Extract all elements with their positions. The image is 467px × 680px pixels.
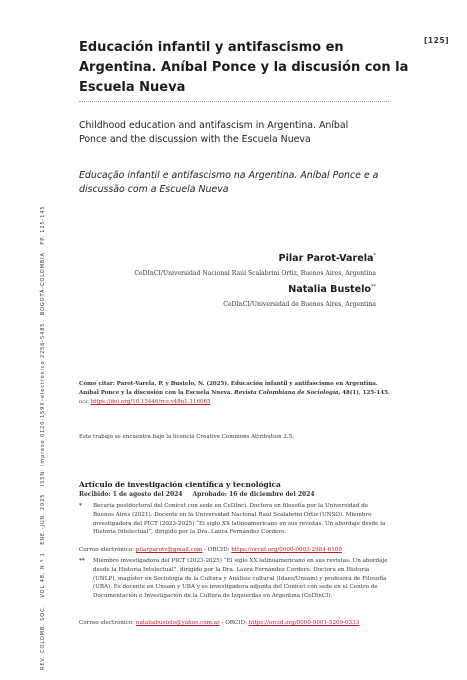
received-date: Recibido: 1 de agosto del 2024 (79, 491, 183, 498)
email-label: Correo electrónico: (79, 547, 135, 553)
sidebar-pages: PP. 125-145 (40, 205, 46, 245)
author-2-name: Natalia Bustelo** (288, 284, 376, 296)
page-number: [125] (423, 36, 449, 45)
author-1-email-link[interactable]: pilarparotv@gmail.com (135, 547, 203, 553)
article-title-en: Childhood education and antifascism in Argentina. Aníbal Ponce and the discussion with the Escuela Nueva (79, 120, 349, 145)
sidebar-volume: VOL.48, N.º 1 (40, 552, 46, 598)
citation-label: Cómo citar: (79, 381, 115, 387)
author-1-name: Pilar Parot-Varela* (278, 253, 376, 265)
sidebar-period: ENE.-JUN. 2025 (40, 493, 46, 545)
citation-volume: 48(1), 125-145. (342, 390, 390, 396)
article-title-pt: Educação infantil e antifascismo na Argentina. Aníbal Ponce e a discussão com a Escuela Nueva (79, 170, 379, 195)
footnote-2-mark: ** (79, 558, 85, 564)
author-2-contact (79, 620, 399, 626)
title-divider (79, 101, 389, 102)
author-1-footnote-mark: * (373, 253, 376, 259)
article-title-es: Educación infantil y antifascismo en Argentina. Aníbal Ponce y la discusión con la Escuela Nueva (79, 40, 409, 95)
orcid-label: - ORCID: (204, 547, 230, 553)
citation-block (79, 380, 393, 407)
journal-sidebar (40, 150, 46, 670)
sidebar-issn: ISSN: impreso 0120-159X–electrónico 2256-5485 (40, 322, 46, 487)
citation-text: Parot-Varela, P. y Bustelo, N. (2025). Educación infantil y antifascismo en Argentina. Aníbal Ponce y la discusión con la Escuela Nueva. (79, 381, 378, 396)
author-1-orcid-link[interactable]: https://orcid.org/0000-0003-2984-6109 (231, 547, 342, 553)
approved-date: Aprobado: 16 de diciembre del 2024 (192, 491, 315, 498)
author-2-footnote-mark: ** (371, 284, 376, 290)
sidebar-place: BOGOTÁ-COLOMBIA (40, 252, 46, 316)
footnote-author-1 (79, 502, 389, 537)
license-notice: Este trabajo se encuentra bajo la licencia Creative Commons Attribution 2.5. (79, 434, 294, 440)
footnote-author-2 (79, 557, 389, 601)
citation-journal: Revista Colombiana de Sociología, (234, 390, 341, 396)
article-dates (79, 491, 315, 498)
author-2-orcid-link[interactable]: https://orcid.org/0000-0001-5209-0333 (248, 620, 360, 626)
author-2-affiliation: CeDInCI/Universidad de Buenos Aires, Argentina (223, 301, 376, 308)
author-2-email-link[interactable]: nataliabustelo@yahoo.com.ar (135, 620, 220, 626)
author-1-affiliation: CeDInCI/Universidad Nacional Raúl Scalabrini Ortiz, Buenos Aires, Argentina (134, 270, 376, 277)
sidebar-journal: REV. COLOMB. SOC. (40, 605, 46, 670)
footnote-1-mark: * (79, 503, 82, 509)
author-1-contact (79, 547, 399, 553)
footnote-2-text: Miembro investigadora del PICT (2023-2025) “El siglo XX latinoamericano en sus revistas. Un abordaje desde la Historia Intelectual”, dirigido por la Dra. Laura Fernández Cordero. Doctora en Historia (UNLP), magíster en Sociología de la Cultura y Análisis cultural (Idaes/Unsam) y profesora de Filosofía (UBA). Es docente en Unsam y UBA y es investigadora adjunta del Conicet con sede en el Centro de Documentación e Investigación de la Cultura de Izquierdas en Argentina (CeDInCI). (93, 558, 388, 600)
email-label: Correo electrónico: (79, 620, 135, 626)
orcid-label: - ORCID: (221, 620, 247, 626)
article-type: Artículo de investigación científica y tecnológica (79, 480, 281, 489)
doi-link[interactable]: https://doi.org/10.15446/rcs.v48n1.116065 (90, 399, 211, 405)
footnote-1-text: Becaria postdoctoral del Conicet con sede en CeDInci. Doctora en filosofía por la Universidad de Buenos Aires (2021). Docente en la Universidad Nacional Raúl Scalabrini Ortiz (UNSO). Miembro investigadora del PICT (2023-2025) “El siglo XX latinoamericano en sus revistas. Un abordaje desde la Historia Intelectual”, dirigido por la Dra. Laura Fernández Cordero. (93, 503, 386, 536)
doi-label: doi: (79, 399, 89, 405)
